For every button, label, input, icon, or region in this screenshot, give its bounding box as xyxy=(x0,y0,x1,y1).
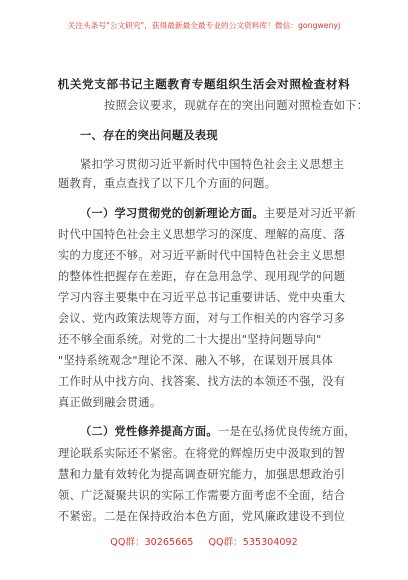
paragraph-line: 紧扣学习贯彻习近平新时代中国特色社会主义思想主 xyxy=(80,158,345,171)
paragraph-line: 实的力度还不够。对习近平新时代中国特色社会主义思想 xyxy=(58,249,346,262)
footer-qq-group-2: QQ群：535304092 xyxy=(208,537,298,548)
paragraph-line: 会议、党内政策法规等方面，对与工作相关的内容学习多 xyxy=(58,312,346,325)
paragraph-line: 不紧密。二是在保持政治本色方面，党风廉政建设不到位 xyxy=(58,510,346,523)
paragraph-line: 领、广泛凝聚共识的实际工作需要方面考虑不全面，结合 xyxy=(58,489,346,502)
paragraph-line: 真正做到融会贯通。 xyxy=(58,396,162,409)
paragraph-line: 学习内容主要集中在习近平总书记重要讲话、党中央重大 xyxy=(58,291,346,304)
paragraph-lead: （二）党性修养提高方面。 xyxy=(80,424,218,438)
paragraph-text: 一是在弘扬优良传统方面， xyxy=(217,425,356,438)
paragraph-line xyxy=(80,205,356,221)
paragraph-line: 时代中国特色社会主义思想学习的深度、理解的高度、落 xyxy=(58,228,346,241)
paragraph-text: 主要是对习近平新 xyxy=(263,207,356,220)
document-title: 机关党支部书记主题教育专题组织生活会对照检查材料 xyxy=(57,77,351,91)
paragraph-line: 慧和力量有效转化为提高调查研究能力，加强思想政治引 xyxy=(58,468,346,481)
footer xyxy=(0,534,408,548)
paragraph-line: 题教育，重点查找了以下几个方面的问题。 xyxy=(58,177,277,190)
intro-text: 按照会议要求，现就存在的突出问题对照检查如下： xyxy=(104,99,369,112)
paragraph-line xyxy=(80,423,356,439)
footer-qq-group-1: QQ群：30265665 xyxy=(110,537,194,548)
header-banner: 关注头条号"公文研究"，获得最新最全最专业的公文资料库！微信：gongwenyj xyxy=(67,21,341,30)
section-heading: 一、存在的突出问题及表现 xyxy=(80,128,218,142)
paragraph-line: 的整体性把握存在差距，存在急用急学、现用现学的问题 xyxy=(58,270,346,283)
paragraph-lead: （一）学习贯彻党的创新理论方面。 xyxy=(80,206,264,220)
paragraph-line: 工作时从中找方向、找答案、找方法的本领还不强，没有 xyxy=(58,375,346,388)
paragraph-line: 还不够全面系统。对党的二十大提出"坚持问题导向" xyxy=(58,333,322,346)
paragraph-line: 理论联系实际还不紧密。在将党的辉煌历史中汲取到的智 xyxy=(58,447,346,460)
paragraph-line: "坚持系统观念"理论不深、融入不够，在谋划开展具体 xyxy=(58,354,334,367)
